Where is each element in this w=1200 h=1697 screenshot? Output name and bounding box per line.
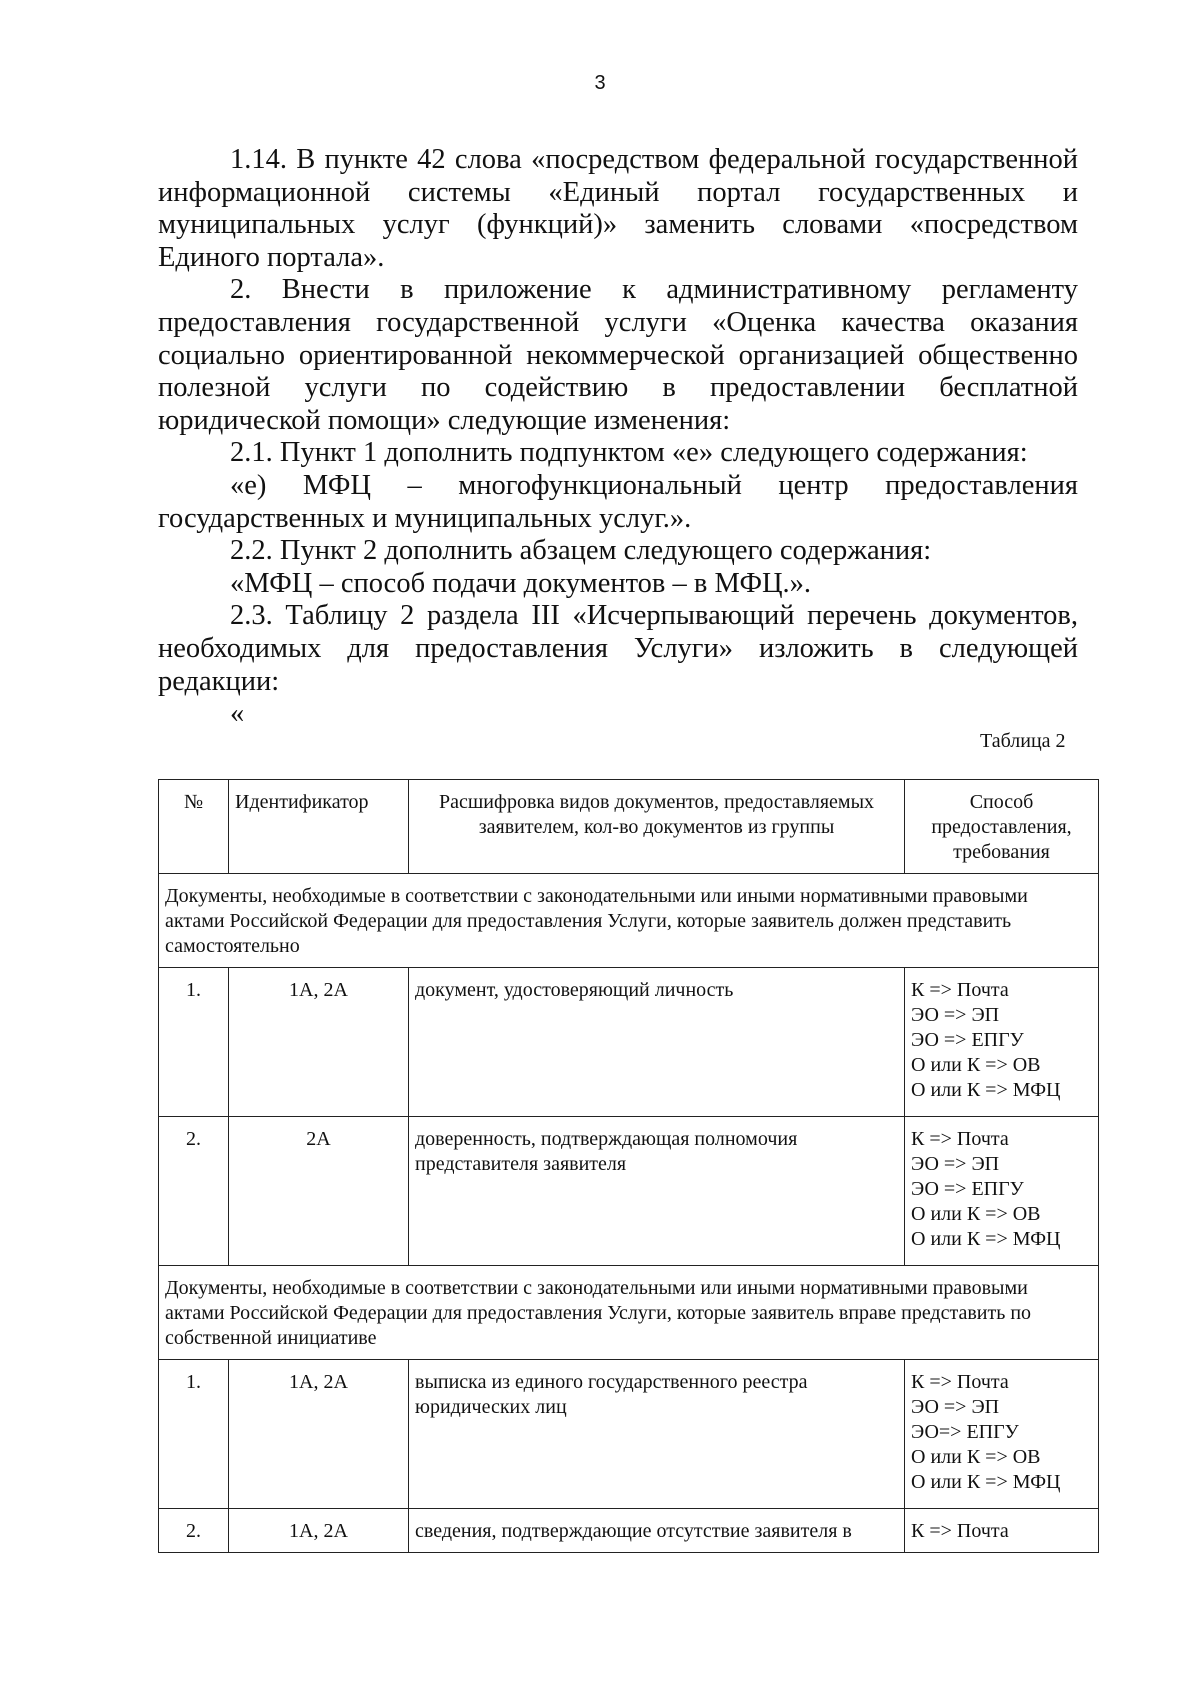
paragraph-2-1-quote: «е) МФЦ – многофункциональный центр предоставления государственных и муниципальных услуг.». — [158, 469, 1078, 534]
row-description: сведения, подтверждающие отсутствие заявителя в — [409, 1509, 905, 1553]
method-line: О или К => ОВ — [911, 1203, 1041, 1225]
method-line: К => Почта — [911, 1520, 1009, 1542]
header-identifier: Идентификатор — [229, 780, 409, 874]
method-line: ЭО => ЕПГУ — [911, 1178, 1024, 1200]
row-identifier: 2А — [229, 1117, 409, 1266]
group-heading-mandatory: Документы, необходимые в соответствии с законодательными или иными нормативными правовыми актами Российской Федерации для предоставления Услуги, которые заявитель должен представить самостоятельно — [159, 874, 1099, 968]
group-heading-row — [159, 874, 1099, 968]
row-description: документ, удостоверяющий личность — [409, 968, 905, 1117]
method-line: К => Почта — [911, 979, 1009, 1001]
method-line: К => Почта — [911, 1128, 1009, 1150]
row-number: 2. — [159, 1509, 229, 1553]
method-line: ЭО => ЭП — [911, 1153, 1000, 1175]
table-caption: Таблица 2 — [980, 730, 1066, 752]
paragraph-2-2: 2.2. Пункт 2 дополнить абзацем следующего содержания: — [230, 535, 932, 567]
row-description: выписка из единого государственного реестра юридических лиц — [409, 1360, 905, 1509]
table-row — [159, 1509, 1099, 1553]
row-submission-method — [905, 1509, 1099, 1553]
method-line: ЭО=> ЕПГУ — [911, 1421, 1019, 1443]
header-submission-method: Способ предоставления, требования — [905, 780, 1099, 874]
paragraph-2-3: 2.3. Таблицу 2 раздела III «Исчерпывающий перечень документов, необходимых для предоставления Услуги» изложить в следующей редакции: — [158, 600, 1078, 697]
paragraph-2: 2. Внести в приложение к административному регламенту предоставления государственной услуги «Оценка качества оказания социально ориентированной некоммерческой организацией общественно полезной услуги по содействию в предоставлении бесплатной юридической помощи» следующие изменения: — [158, 274, 1078, 436]
row-submission-method — [905, 1117, 1099, 1266]
row-submission-method — [905, 968, 1099, 1117]
row-identifier: 1А, 2А — [229, 1360, 409, 1509]
paragraph-1-14: 1.14. В пункте 42 слова «посредством федеральной государственной информационной системы «Единый портал государственных и муниципальных услуг (функций)» заменить словами «посредством Единого портала». — [158, 144, 1078, 273]
row-identifier: 1А, 2А — [229, 968, 409, 1117]
method-line: О или К => ОВ — [911, 1054, 1041, 1076]
opening-quote: « — [230, 698, 245, 730]
header-description: Расшифровка видов документов, предоставляемых заявителем, кол-во документов из группы — [409, 780, 905, 874]
method-line: О или К => МФЦ — [911, 1228, 1061, 1250]
paragraph-2-2-quote: «МФЦ – способ подачи документов – в МФЦ.». — [230, 567, 812, 599]
method-line: О или К => ОВ — [911, 1446, 1041, 1468]
table-row — [159, 1117, 1099, 1266]
documents-table — [158, 779, 1099, 1553]
row-number: 1. — [159, 968, 229, 1117]
group-heading-optional: Документы, необходимые в соответствии с законодательными или иными нормативными правовыми актами Российской Федерации для предоставления Услуги, которые заявитель вправе представить по собственной инициативе — [159, 1266, 1099, 1360]
method-line: ЭО => ЭП — [911, 1004, 1000, 1026]
row-submission-method — [905, 1360, 1099, 1509]
header-number: № — [159, 780, 229, 874]
table-row — [159, 1360, 1099, 1509]
row-identifier: 1А, 2А — [229, 1509, 409, 1553]
row-number: 1. — [159, 1360, 229, 1509]
method-line: ЭО => ЕПГУ — [911, 1029, 1024, 1051]
paragraph-2-1: 2.1. Пункт 1 дополнить подпунктом «е» следующего содержания: — [230, 437, 1028, 469]
table-row — [159, 968, 1099, 1117]
page-number: 3 — [594, 72, 606, 94]
row-description: доверенность, подтверждающая полномочия представителя заявителя — [409, 1117, 905, 1266]
document-body — [158, 144, 1078, 731]
row-number: 2. — [159, 1117, 229, 1266]
group-heading-row — [159, 1266, 1099, 1360]
method-line: О или К => МФЦ — [911, 1079, 1061, 1101]
table-header-row — [159, 780, 1099, 874]
method-line: О или К => МФЦ — [911, 1471, 1061, 1493]
method-line: ЭО => ЭП — [911, 1396, 1000, 1418]
method-line: К => Почта — [911, 1371, 1009, 1393]
